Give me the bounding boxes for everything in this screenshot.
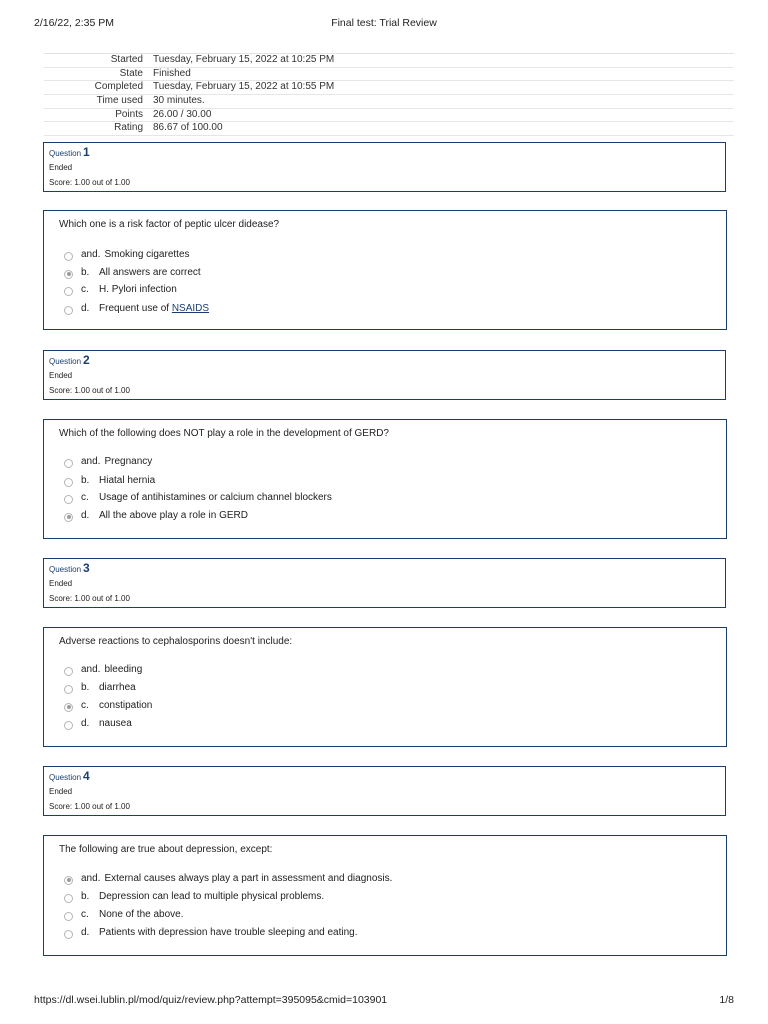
question-body-2 [43, 419, 727, 539]
question-state: Ended [49, 163, 73, 172]
summary-row-state [44, 68, 734, 82]
option-letter: d. [81, 509, 90, 521]
radio-button-selected[interactable] [64, 270, 73, 279]
summary-row-completed [44, 81, 734, 95]
radio-button[interactable] [64, 930, 73, 939]
radio-button-selected[interactable] [64, 703, 73, 712]
summary-label: Started [110, 54, 143, 65]
option-text: None of the above. [99, 908, 184, 920]
option-text: Pregnancy [104, 455, 153, 467]
radio-button-selected[interactable] [64, 876, 73, 885]
option-text: diarrhea [99, 681, 136, 693]
question-text: Adverse reactions to cephalosporins doesn't include: [59, 636, 293, 647]
option-letter: c. [81, 491, 89, 503]
question-text: Which of the following does NOT play a role in the development of GERD? [59, 428, 389, 439]
question-text: The following are true about depression, except: [59, 844, 273, 855]
option-letter: and. [81, 248, 101, 260]
option-text: Usage of antihistamines or calcium channel blockers [99, 491, 332, 503]
question-title [49, 145, 90, 159]
answer-option[interactable] [64, 888, 324, 904]
question-title [49, 561, 90, 575]
summary-value: Finished [153, 67, 191, 79]
question-state: Ended [49, 787, 73, 796]
question-info-1 [43, 142, 726, 192]
page-url: https://dl.wsei.lublin.pl/mod/quiz/review.php?attempt=395095&cmid=103901 [34, 994, 388, 1006]
option-text: Smoking cigarettes [104, 248, 190, 260]
radio-button[interactable] [64, 721, 73, 730]
question-title [49, 769, 90, 783]
answer-option[interactable] [64, 924, 358, 940]
question-score: Score: 1.00 out of 1.00 [49, 178, 130, 187]
answer-option[interactable] [64, 264, 201, 280]
answer-option[interactable] [64, 715, 132, 731]
option-text: External causes always play a part in assessment and diagnosis. [104, 872, 393, 884]
summary-row-time-used [44, 95, 734, 109]
question-state: Ended [49, 579, 73, 588]
question-score: Score: 1.00 out of 1.00 [49, 386, 130, 395]
option-letter: b. [81, 266, 90, 278]
option-text: Hiatal hernia [99, 474, 156, 486]
option-text: All answers are correct [99, 266, 201, 278]
radio-button[interactable] [64, 912, 73, 921]
summary-row-started [44, 54, 734, 68]
option-letter: and. [81, 455, 101, 467]
print-timestamp: 2/16/22, 2:35 PM [34, 17, 114, 29]
question-title [49, 353, 90, 367]
answer-option[interactable] [64, 679, 136, 695]
radio-button-selected[interactable] [64, 513, 73, 522]
radio-button[interactable] [64, 685, 73, 694]
summary-row-rating [44, 122, 734, 136]
answer-option[interactable] [64, 661, 142, 677]
answer-option[interactable] [64, 281, 177, 297]
question-label: Question [49, 565, 82, 574]
question-number: 2 [83, 353, 90, 367]
radio-button[interactable] [64, 495, 73, 504]
option-letter: b. [81, 681, 90, 693]
answer-option[interactable] [64, 870, 392, 886]
question-label: Question [49, 357, 82, 366]
answer-option[interactable] [64, 507, 248, 523]
radio-button[interactable] [64, 252, 73, 261]
option-letter: d. [81, 717, 90, 729]
question-body-1 [43, 210, 727, 330]
option-letter: b. [81, 890, 90, 902]
radio-button[interactable] [64, 894, 73, 903]
summary-label: Time used [96, 95, 143, 107]
summary-value: 30 minutes. [153, 95, 205, 107]
question-score: Score: 1.00 out of 1.00 [49, 594, 130, 603]
option-text: All the above play a role in GERD [99, 509, 248, 521]
question-body-4 [43, 835, 727, 956]
summary-row-points [44, 109, 734, 123]
option-letter: c. [81, 908, 89, 920]
nsaids-link[interactable]: NSAIDS [171, 302, 210, 314]
summary-value: 86.67 of 100.00 [153, 122, 223, 134]
option-text: Depression can lead to multiple physical problems. [99, 890, 325, 902]
option-text: Frequent use of [99, 302, 170, 314]
summary-value: Tuesday, February 15, 2022 at 10:25 PM [153, 54, 335, 65]
summary-label: Points [115, 108, 143, 120]
question-info-2 [43, 350, 726, 400]
question-score: Score: 1.00 out of 1.00 [49, 802, 130, 811]
option-text: nausea [99, 717, 132, 729]
answer-option[interactable] [64, 300, 209, 316]
question-number: 1 [83, 145, 90, 159]
page-number: 1/8 [719, 994, 734, 1006]
summary-label: State [119, 67, 143, 79]
radio-button[interactable] [64, 459, 73, 468]
question-label: Question [49, 773, 82, 782]
option-letter: d. [81, 302, 90, 314]
question-info-3 [43, 558, 726, 608]
answer-option[interactable] [64, 697, 152, 713]
radio-button[interactable] [64, 306, 73, 315]
question-body-3 [43, 627, 727, 747]
summary-label: Rating [114, 122, 143, 134]
question-number: 4 [83, 769, 90, 783]
answer-option[interactable] [64, 246, 190, 262]
question-info-4 [43, 766, 726, 816]
option-letter: and. [81, 872, 101, 884]
question-text: Which one is a risk factor of peptic ulcer didease? [59, 219, 280, 230]
option-letter: and. [81, 663, 101, 675]
option-letter: b. [81, 474, 90, 486]
radio-button[interactable] [64, 287, 73, 296]
option-text: bleeding [104, 663, 143, 675]
answer-option[interactable] [64, 453, 152, 469]
question-label: Question [49, 149, 82, 158]
answer-option[interactable] [64, 489, 332, 505]
radio-button[interactable] [64, 667, 73, 676]
option-text: constipation [99, 699, 153, 711]
question-number: 3 [83, 561, 90, 575]
summary-value: Tuesday, February 15, 2022 at 10:55 PM [153, 81, 335, 93]
summary-label: Completed [94, 81, 143, 93]
answer-option[interactable] [64, 906, 184, 922]
summary-value: 26.00 / 30.00 [153, 108, 212, 120]
option-letter: c. [81, 699, 89, 711]
page-title: Final test: Trial Review [331, 17, 437, 29]
option-letter: d. [81, 926, 90, 938]
question-state: Ended [49, 371, 73, 380]
radio-button[interactable] [64, 478, 73, 487]
option-text: Patients with depression have trouble sleeping and eating. [99, 926, 358, 938]
answer-option[interactable] [64, 472, 155, 488]
attempt-summary-table [44, 53, 734, 136]
option-text: H. Pylori infection [99, 283, 177, 295]
option-letter: c. [81, 283, 89, 295]
